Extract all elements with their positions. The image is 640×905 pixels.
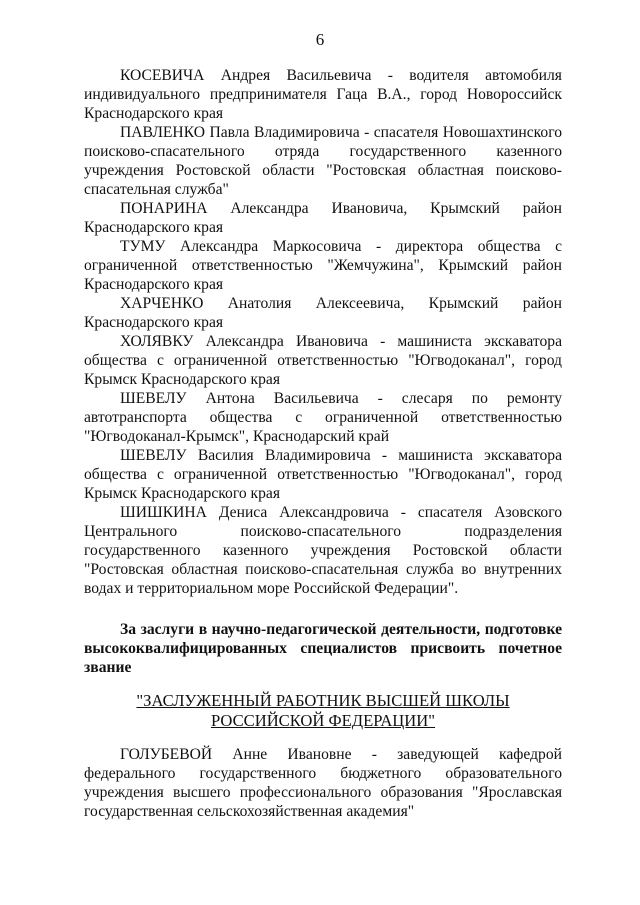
entry-surname: ШИШКИНА [120, 504, 207, 521]
entry-surname: ХОЛЯВКУ [120, 333, 194, 350]
honorary-title-line-1: "ЗАСЛУЖЕННЫЙ РАБОТНИК ВЫСШЕЙ ШКОЛЫ [136, 691, 510, 710]
award-entry [84, 446, 562, 503]
entry-details: Александра Ивановича, Крымский район Краснодарского края [84, 200, 562, 236]
entry-surname: ШЕВЕЛУ [120, 447, 187, 464]
section-heading: За заслуги в научно-педагогической деятельности, подготовке высококвалифицированных специалистов присвоить почетное звание [84, 621, 562, 676]
entry-details: Александра Ивановича - машиниста экскаватора общества с ограниченной ответственностью "Югводоканал", город Крымск Краснодарского края [84, 333, 562, 388]
entry-details: Александра Маркосовича - директора общества с ограниченной ответственностью "Жемчужина", Крымский район Краснодарского края [84, 238, 562, 293]
entry-details: Анне Ивановне - заведующей кафедрой федерального государственного бюджетного образовательного учреждения высшего профессионального образования "Ярославская государственная сельскохозяйственная академия" [84, 746, 562, 820]
entry-surname: ПАВЛЕНКО [120, 124, 205, 141]
entry-surname: ТУМУ [120, 238, 166, 255]
award-entry [84, 389, 562, 446]
award-entry [84, 503, 562, 598]
award-entry [84, 294, 562, 332]
entry-details: Павла Владимировича - спасателя Новошахтинского поисково-спасательного отряда государственного казенного учреждения Ростовской области "Ростовская областная поисково-спасательная служба" [84, 124, 562, 198]
page-number: 6 [315, 30, 325, 49]
entry-details: Андрея Васильевича - водителя автомобиля индивидуального предпринимателя Гаца В.А., город Новороссийск Краснодарского края [84, 67, 562, 122]
award-entry [84, 123, 562, 199]
award-entry [84, 199, 562, 237]
entry-surname: ШЕВЕЛУ [120, 390, 187, 407]
entry-surname: ПОНАРИНА [120, 200, 208, 217]
document-body [84, 66, 562, 821]
entry-surname: КОСЕВИЧА [120, 67, 205, 84]
award-entry [84, 66, 562, 123]
entry-details: Антона Васильевича - слесаря по ремонту автотранспорта общества с ограниченной ответственностью "Югводоканал-Крымск", Краснодарский край [84, 390, 562, 445]
honorary-title-line-2: РОССИЙСКОЙ ФЕДЕРАЦИИ" [210, 711, 436, 730]
award-entry [84, 745, 562, 821]
entry-surname: ГОЛУБЕВОЙ [120, 746, 213, 763]
award-entry [84, 237, 562, 294]
award-entry [84, 332, 562, 389]
entry-surname: ХАРЧЕНКО [120, 295, 204, 312]
honorary-title [84, 691, 562, 731]
entry-details: Дениса Александровича - спасателя Азовского Центрального поисково-спасательного подразделения государственного казенного учреждения Ростовской области "Ростовская областная поисково-спасательная служба во внутренних водах и территориальном море Российской Федерации". [84, 504, 562, 597]
entry-details: Василия Владимировича - машиниста экскаватора общества с ограниченной ответственностью "Югводоканал", город Крымск Краснодарского края [84, 447, 562, 502]
entry-details: Анатолия Алексеевича, Крымский район Краснодарского края [84, 295, 562, 331]
